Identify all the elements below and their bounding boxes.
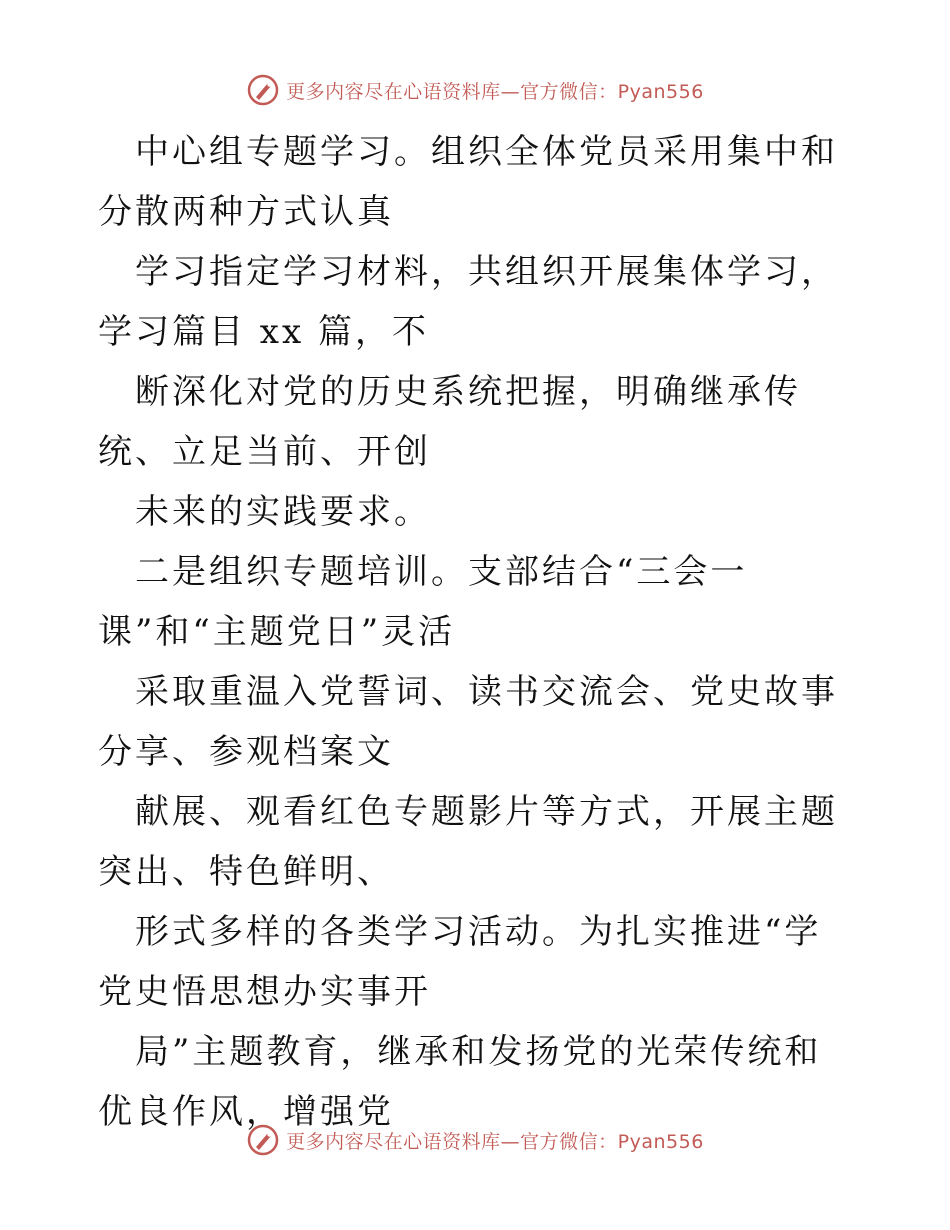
paragraph: 局”主题教育，继承和发扬党的光荣传统和优良作风，增强党 (98, 1032, 822, 1132)
writing-pen-logo-icon (246, 73, 280, 107)
paragraph: 学习指定学习材料，共组织开展集体学习，学习篇目 xx 篇，不 (98, 252, 838, 352)
paragraph: 断深化对党的历史系统把握，明确继承传统、立足当前、开创 (98, 372, 801, 472)
document-body (98, 122, 858, 1142)
footer-watermark (0, 1120, 950, 1160)
header-watermark (0, 70, 950, 110)
paragraph: 形式多样的各类学习活动。为扎实推进“学党史悟思想办实事开 (98, 912, 822, 1012)
paragraph: 献展、观看红色专题影片等方式，开展主题突出、特色鲜明、 (98, 792, 838, 892)
paragraph: 二是组织专题培训。支部结合“三会一课”和“主题党日”灵活 (98, 552, 748, 652)
paragraph: 未来的实践要求。 (135, 492, 431, 532)
watermark-text: 更多内容尽在心语资料库—官方微信：Pyan556 (286, 80, 704, 103)
paragraph: 采取重温入党誓词、读书交流会、党史故事分享、参观档案文 (98, 672, 838, 772)
paragraph: 中心组专题学习。组织全体党员采用集中和分散两种方式认真 (98, 132, 838, 232)
watermark-text: 更多内容尽在心语资料库—官方微信：Pyan556 (286, 1130, 704, 1153)
writing-pen-logo-icon (246, 1123, 280, 1157)
